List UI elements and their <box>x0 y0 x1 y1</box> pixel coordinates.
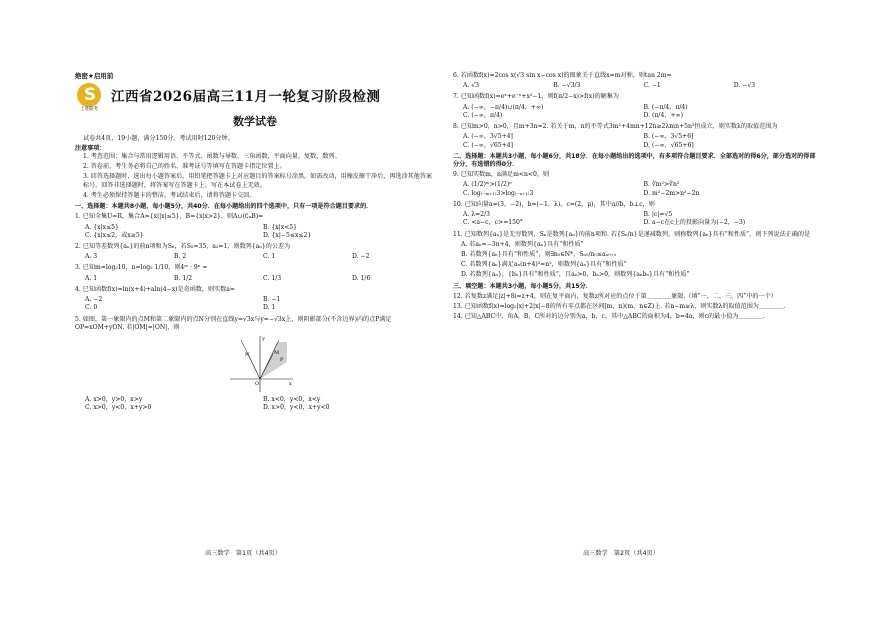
option: A. λ=2/3 <box>463 211 491 219</box>
option: D. (−∞，√65+6] <box>643 141 694 149</box>
question-4-options <box>85 296 435 312</box>
option: B. {x|x<5} <box>263 223 298 231</box>
option: C. {x|x≤2，或x≥5} <box>85 231 144 239</box>
option: D. (π/4，+∞) <box>643 111 684 119</box>
section-1-heading: 一、选择题：本题共8小题，每小题5分，共40分．在每小题给出的四个选项中，只有一项是符合题目要求的． <box>75 203 373 211</box>
option: B. (−π/4，π/4) <box>643 103 688 111</box>
option: B. x<0，y<0，x<y <box>263 395 321 403</box>
fig-label-y: y <box>262 335 265 342</box>
section-3-heading: 三、填空题：本题共3小题，每小题5分，共15分． <box>453 282 592 290</box>
publisher-logo <box>75 83 103 111</box>
exam-header <box>75 83 435 111</box>
left-column <box>75 72 435 415</box>
question-9: 9. 已知实数m，n满足m<n<0，则 <box>453 171 550 179</box>
question-2-options <box>85 253 435 261</box>
option: D. m²−2m>n²−2n <box>643 189 700 197</box>
option: B. 1/2 <box>174 274 193 282</box>
option: B. (−∞，3√5+6] <box>643 133 694 141</box>
question-13: 13. 已知函数f(x)=log₂|x|+2|x|−8的所有零点都在区间[m，n)(m，n∈Z)上. 若n−m≥λ，则实数λ的取值范围为＿＿＿＿. <box>453 303 786 311</box>
option: C. −1 <box>643 82 661 90</box>
question-4: 4. 已知函数f(x)=ln(x+4)+aln(4−x)是奇函数，则实数a= <box>75 285 236 293</box>
fig-label-x: x <box>289 380 292 387</box>
question-5-options <box>85 396 435 412</box>
notice-item: 4. 考生必须保持答题卡的整洁。考试结束后，请将答题卡交回。 <box>83 191 256 199</box>
option: B. ∛m²>∛n² <box>643 181 680 189</box>
option: C. x>0，y<0，x+y>0 <box>85 404 152 412</box>
question-1: 1. 已知全集U=R，集合A={x||x|≤5}，B={x|x>2}，则A∪(∁ᵤB)= <box>75 213 264 221</box>
exam-title: 江西省2026届高三11月一轮复习阶段检测 <box>111 88 381 105</box>
question-11: 11. 已知数列{aₙ}是无穷数列，Sₙ是数列{aₙ}的前n项和. 若{Sₙ/n}是递减数列，则称数列{aₙ}具有“和性质”，则下列说法正确的是 <box>453 230 811 238</box>
option: D. −√3 <box>733 82 756 90</box>
question-5-figure <box>225 334 295 394</box>
notice-item: 3. 回答选择题时，选出每小题答案后，用铅笔把答题卡上对应题目的答案标号涂黑。如需改动，用橡皮擦干净后，再选涂其他答案标号。回答非选择题时，将答案写在答题卡上。写在本试卷上无效。 <box>83 173 433 189</box>
question-8: 8. 已知m>0，n>0，且m+3n=2. 若关于m，n的不等式3m²+4mn+12n≥2λmn+5n²恒成立，则实数λ的取值范围为 <box>453 123 778 131</box>
exam-intro: 试卷共4页，19小题，满分150分。考试用时120分钟。 <box>83 134 234 142</box>
page-footer-right: 高三数学 第2页（共4页） <box>583 550 659 557</box>
right-column <box>453 72 818 323</box>
fig-label-p: P <box>280 356 284 363</box>
option: C. 0 <box>85 304 98 312</box>
option: B. 若数列{aₙ}具有“和性质”，则∃n₀∈N*，Sₙ₀/n₀≤aₙ₀₊₁ <box>461 250 617 258</box>
option: A. {x|x≤5} <box>85 223 119 231</box>
logo-glyph: S <box>84 84 97 105</box>
option: A. (−∞，−π/4)∪(π/4，+∞) <box>463 103 544 111</box>
notice-item: 2. 答卷前，考生务必将自己的姓名、准考证号等填写在答题卡指定位置上。 <box>83 163 286 171</box>
option: D. x>0，y<0，x+y<0 <box>263 404 330 412</box>
option: A. (1/2)ᵐ>(1/2)ⁿ <box>463 181 512 189</box>
option: B. −1 <box>263 296 281 304</box>
question-6: 6. 若函数f(x)=2cos x(√3 sin x−cos x)的图象关于直线x=m对称，则tan 2m= <box>453 72 672 79</box>
question-1-options <box>85 224 435 240</box>
option: B. 2 <box>174 253 187 261</box>
fig-label-o: O <box>255 380 260 387</box>
option: D. 若数列{aₙ}，{bₙ}具有“和性质”，且aₙ>0，bₙ>0，则数列{aₙbₙ}具有“和性质” <box>461 271 690 279</box>
option: A. √3 <box>463 82 480 90</box>
option: B. −√3/3 <box>553 82 581 90</box>
option: A. x>0，y>0，x>y <box>85 395 143 403</box>
notice-title: 注意事项： <box>75 144 106 152</box>
option: C. 1/3 <box>263 274 282 282</box>
option: A. 3 <box>85 253 98 261</box>
option: C. (−∞，√65+4] <box>463 141 513 149</box>
fig-label-m: M <box>274 349 280 356</box>
question-12: 12. 若复数z满足|z|+8i=z+4，则在复平面内，复数z所对应的点位于第＿＿＿＿象限.（填“一、二、三、四”中的一个） <box>453 292 777 300</box>
question-2: 2. 已知等差数列{aₙ}的前n项和为Sₙ，若S₅=35，a₂=1，则数列{aₙ}的公差为 <box>75 243 291 251</box>
question-3-options <box>85 275 435 283</box>
option: C. (−∞，π/4) <box>463 111 503 119</box>
option: A. −2 <box>85 296 103 304</box>
option: D. 1 <box>263 304 276 312</box>
question-7: 7. 已知函数f(x)=eˣ+e⁻ˣ+x²−1，则f(π/2−x)>f(x)的解集为 <box>453 93 619 101</box>
option: B. |c|=√5 <box>643 211 673 219</box>
option: A. 1 <box>85 274 98 282</box>
question-10: 10. 已知向量a=(3，−2)，b=(−1，λ)，c=(2，μ)，其中a//b，b⊥c，则 <box>453 200 655 208</box>
page-footer-left: 高三数学 第1页（共4页） <box>205 550 281 557</box>
notice-item: 1. 考查范围：集合与常用逻辑用语、不等式、函数与导数、三角函数、平面向量、复数、数列。 <box>83 153 341 161</box>
question-9-options <box>463 181 818 197</box>
vector-on <box>249 356 260 379</box>
exam-subtitle: 数学试卷 <box>233 114 277 128</box>
option: C. <a−c，c>=150° <box>463 219 523 227</box>
question-14: 14. 已知△ABC中，角A，B，C所对的边分别为a，b，c，其中△ABC的面积为4，b=4a，则c的最小值为＿＿＿＿. <box>453 313 765 321</box>
confidential-label: 绝密★启用前 <box>75 72 114 80</box>
question-7-options <box>463 104 818 120</box>
option: C. 若数列{aₙ}满足aₙ(n+4)³=n²，则数列{aₙ}具有“和性质” <box>461 261 627 269</box>
option: C. 1 <box>263 253 276 261</box>
option: A. 若aₙ=−3n+4，则数列{aₙ}具有“和性质” <box>461 240 584 248</box>
question-5: 5. 如图，第一象限内的点M和第二象限内的点N分别在直线y=√3x与y=−√3x上，则阴影部分(不含边界)内的点P满足 OP=xOM+yON. 若|OM|=|ON|，则 <box>75 315 392 331</box>
fig-label-n: N <box>245 351 250 358</box>
option: D. a−c在c上的投影向量为(−2，−3) <box>643 219 746 227</box>
section-2-heading: 二、选择题：本题共3小题，每小题6分，共18分．在每小题给出的选项中，有多项符合题目要求．全部选对的得6分，部分选对的得部分分，有选错的得0分． <box>453 152 816 168</box>
question-6-options <box>463 82 818 90</box>
logo-text: 上进联考 <box>80 106 98 112</box>
option: C. log₍₋ₘ₊₁₎3>log₍₋ₙ₊₁₎3 <box>463 189 534 197</box>
question-8-options <box>463 133 818 149</box>
option: D. {x|−5≤x≤2} <box>263 231 312 239</box>
question-3: 3. 已知m=log₂10，n=log₅ 1/10，则4ᵐ · 9ⁿ = <box>75 264 208 272</box>
option: A. (−∞，3√5+4] <box>463 133 513 141</box>
question-10-options <box>463 211 818 227</box>
option: D. −2 <box>352 253 370 261</box>
option: D. 1/6 <box>352 274 371 282</box>
